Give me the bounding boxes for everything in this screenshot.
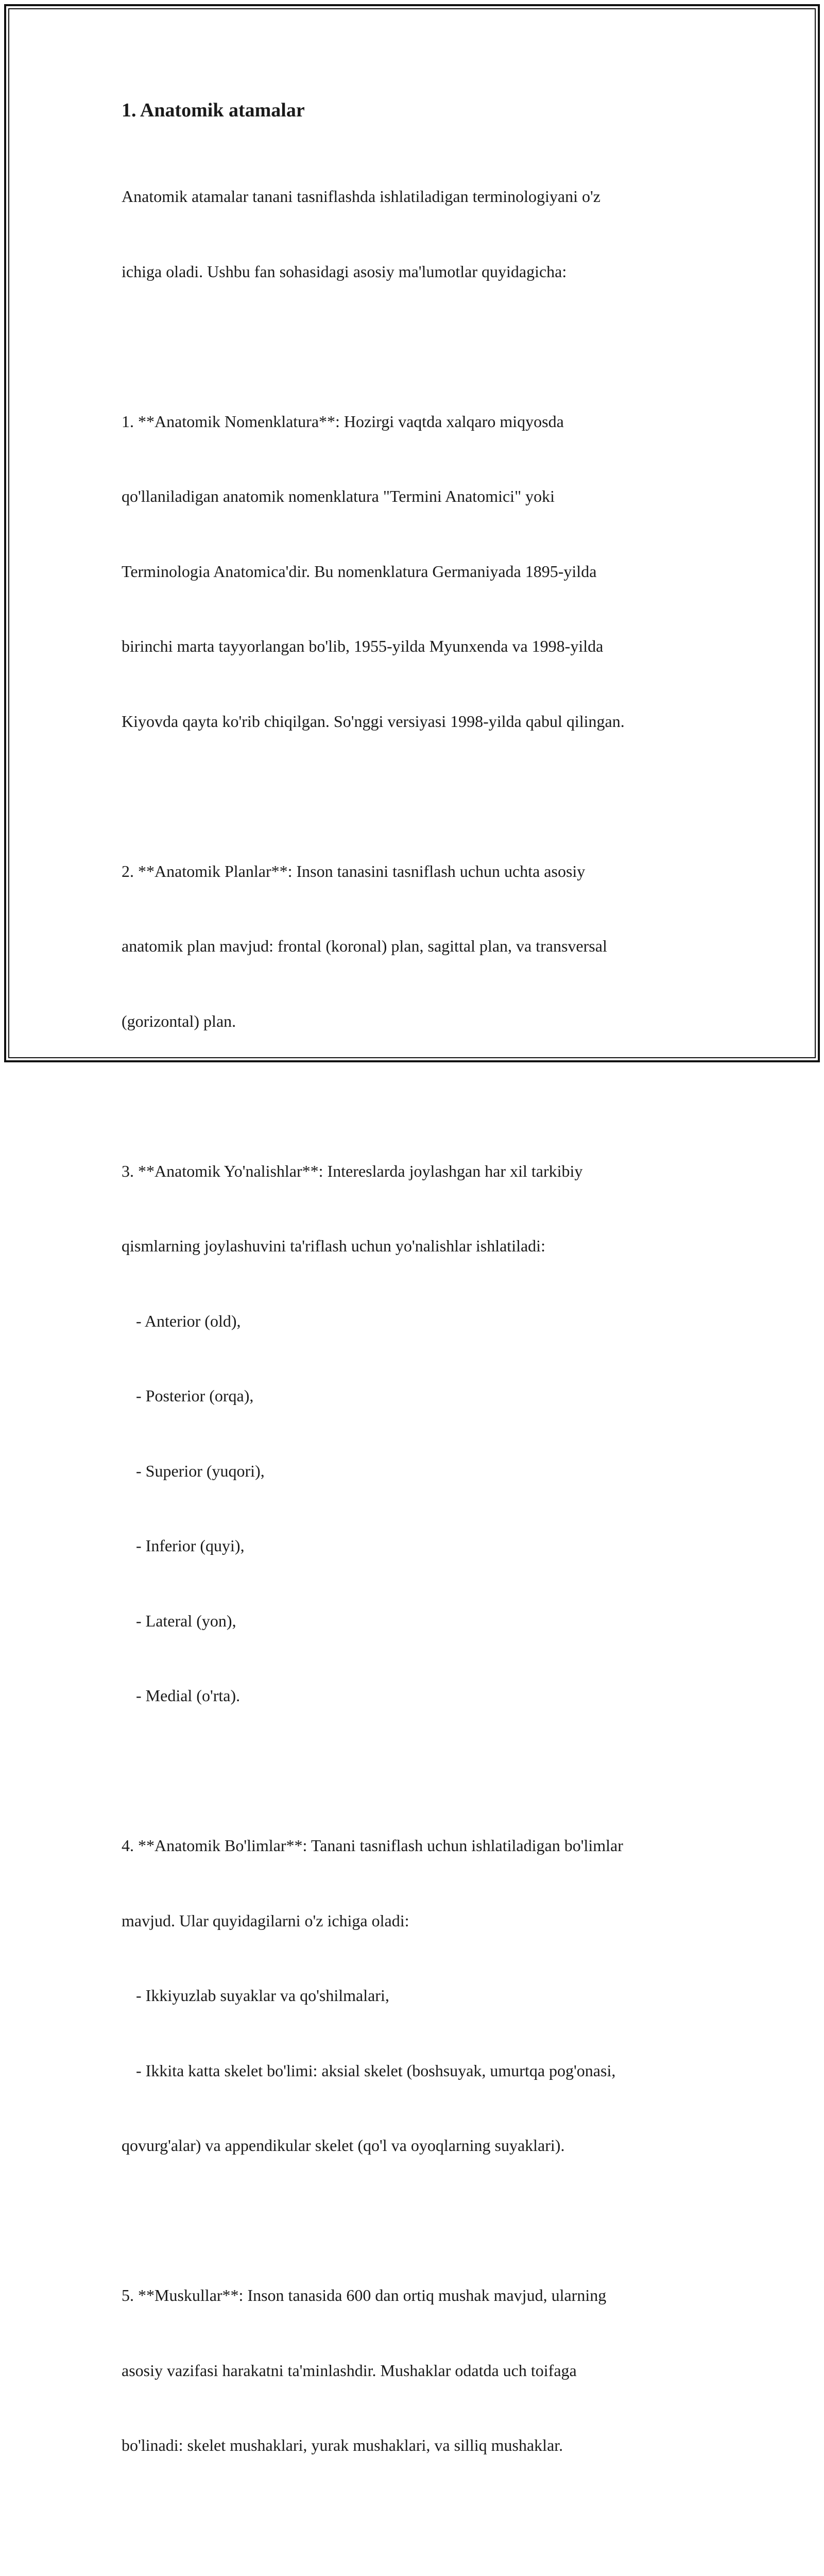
list-item: - Medial (o'rta).: [136, 1686, 241, 1705]
page-title: 1. Anatomik atamalar: [122, 99, 305, 121]
item-organs: [122, 2533, 709, 2576]
text-line: asosiy vazifasi harakatni ta'minlashdir. Mushaklar odatda uch toifaga: [122, 2361, 577, 2380]
text-line: qovurg'alar) va appendikular skelet (qo'l va oyoqlarning suyaklari).: [122, 2136, 565, 2155]
text-line: (gorizontal) plan.: [122, 1011, 236, 1030]
text-line: mavjud. Ular quyidagilarni o'z ichiga oladi:: [122, 1911, 409, 1930]
text-line: Anatomik atamalar tanani tasniflashda ishlatiladigan terminologiyani o'z: [122, 187, 600, 206]
text-line: ichiga oladi. Ushbu fan sohasidagi asosiy ma'lumotlar quyidagicha:: [122, 262, 567, 281]
text-line: Terminologia Anatomica'dir. Bu nomenklatura Germaniyada 1895-yilda: [122, 562, 597, 581]
document-body: [122, 98, 709, 2576]
text-line: 1. **Anatomik Nomenklatura**: Hozirgi vaqtda xalqaro miqyosda: [122, 412, 564, 431]
text-line: birinchi marta tayyorlangan bo'lib, 1955-yilda Myunxenda va 1998-yilda: [122, 637, 604, 655]
intro-paragraph: [122, 134, 709, 334]
text-line: Kiyovda qayta ko'rib chiqilgan. So'nggi versiyasi 1998-yilda qabul qilingan.: [122, 711, 625, 731]
text-line: qismlarning joylashuvini ta'riflash uchun yo'nalishlar ishlatiladi:: [122, 1236, 545, 1255]
item-nomenklatura: [122, 359, 709, 784]
text-line: 2. **Anatomik Planlar**: Inson tanasini tasniflash uchun uchta asosiy: [122, 861, 586, 880]
text-line: anatomik plan mavjud: frontal (koronal) plan, sagittal plan, va transversal: [122, 937, 607, 955]
text-line: 5. **Muskullar**: Inson tanasida 600 dan ortiq mushak mavjud, ularning: [122, 2286, 607, 2304]
text-line: bo'linadi: skelet mushaklari, yurak mushaklari, va silliq mushaklar.: [122, 2436, 563, 2454]
list-item: - Ikkiyuzlab suyaklar va qo'shilmalari,: [136, 1986, 389, 2005]
list-item: - Lateral (yon),: [136, 1611, 236, 1630]
item-muskullar: [122, 2233, 709, 2508]
list-item: - Posterior (orqa),: [136, 1386, 254, 1405]
text-line: 3. **Anatomik Yo'nalishlar**: Intereslarda joylashgan har xil tarkibiy: [122, 1161, 583, 1180]
item-bolimlar: [122, 1783, 709, 2208]
list-item: - Superior (yuqori),: [136, 1461, 265, 1480]
list-item: - Anterior (old),: [136, 1311, 241, 1330]
list-item: - Ikkita katta skelet bo'limi: aksial skelet (boshsuyak, umurtqa pog'onasi,: [136, 2061, 616, 2080]
item-yonalishlar: [122, 1109, 709, 1758]
text-line: qo'llaniladigan anatomik nomenklatura "Termini Anatomici" yoki: [122, 487, 555, 505]
item-planlar: [122, 809, 709, 1084]
text-line: 4. **Anatomik Bo'limlar**: Tanani tasniflash uchun ishlatiladigan bo'limlar: [122, 1836, 623, 1855]
list-item: - Inferior (quyi),: [136, 1536, 245, 1555]
